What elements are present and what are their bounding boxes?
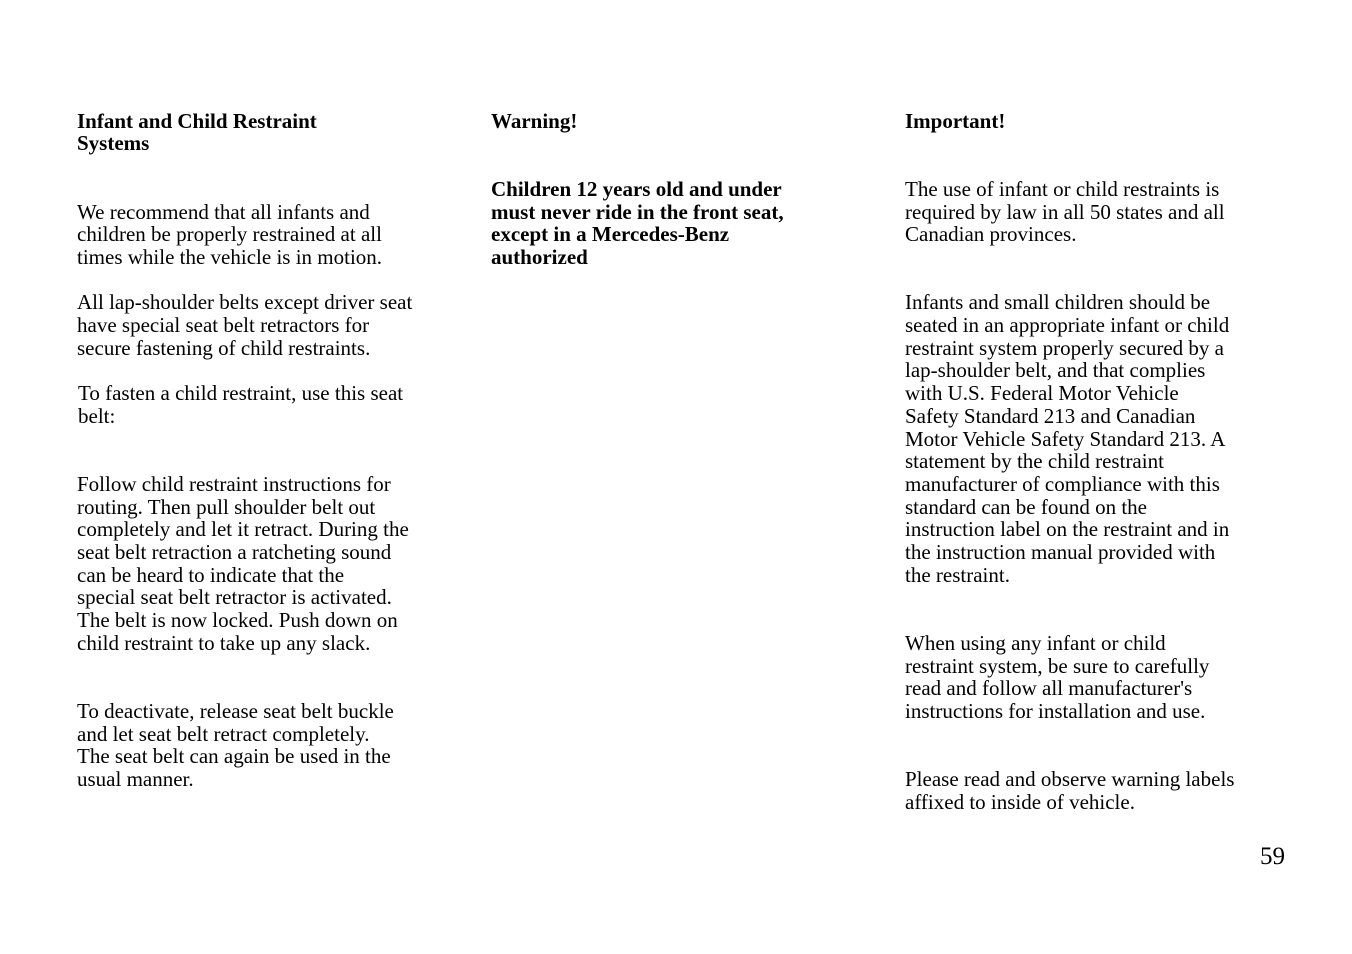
column-middle — [491, 87, 861, 291]
warning-text: Children 12 years old and under must never ride in the front seat, except in a Mercedes-Benz authorized — [491, 176, 784, 269]
paragraph-lap-shoulder-belts: All lap-shoulder belts except driver seat have special seat belt retractors for secure fastening of child restraints. — [77, 290, 413, 360]
important-heading: Important! — [905, 108, 1006, 133]
column-left — [77, 87, 445, 813]
warning-heading: Warning! — [491, 108, 578, 133]
paragraph-deactivate: To deactivate, release seat belt buckle and let seat belt retract completely. The seat belt can again be used in the usual manner. — [77, 698, 394, 792]
section-heading-child-restraint: Infant and Child Restraint Systems — [77, 108, 317, 156]
paragraph-required-by-law: The use of infant or child restraints is required by law in all 50 states and all Canadian provinces. — [905, 176, 1225, 247]
paragraph-to-fasten: To fasten a child restraint, use this seat belt: — [78, 381, 404, 428]
paragraph-infants-seated: Infants and small children should be seated in an appropriate infant or child restraint system properly secured by a lap-shoulder belt, and that complies with U.S. Federal Motor Vehicle Safety Standard 213 and Canadian Motor Vehicle Safety Standard 213. A statement by the child restraint manufacturer of compliance with this standard can be found on the instruction label on the restraint and in the instruction manual provided with the restraint. — [905, 290, 1230, 587]
paragraph-routing-instructions: Follow child restraint instructions for routing. Then pull shoulder belt out completely and let it retract. During the seat belt retraction a ratcheting sound can be heard to indicate that the special seat belt retractor is activated. The belt is now locked. Push down on child restraint to take up any slack. — [77, 471, 409, 655]
page-number: 59 — [1260, 843, 1285, 870]
paragraph-follow-instructions: When using any infant or child restraint system, be sure to carefully read and follow all manufacturer's instructions for installation and use. — [905, 630, 1210, 723]
paragraph-warning-labels: Please read and observe warning labels affixed to inside of vehicle. — [905, 767, 1235, 814]
column-right — [905, 87, 1277, 836]
paragraph-recommend: We recommend that all infants and children be properly restrained at all times while the vehicle is in motion. — [77, 199, 383, 269]
